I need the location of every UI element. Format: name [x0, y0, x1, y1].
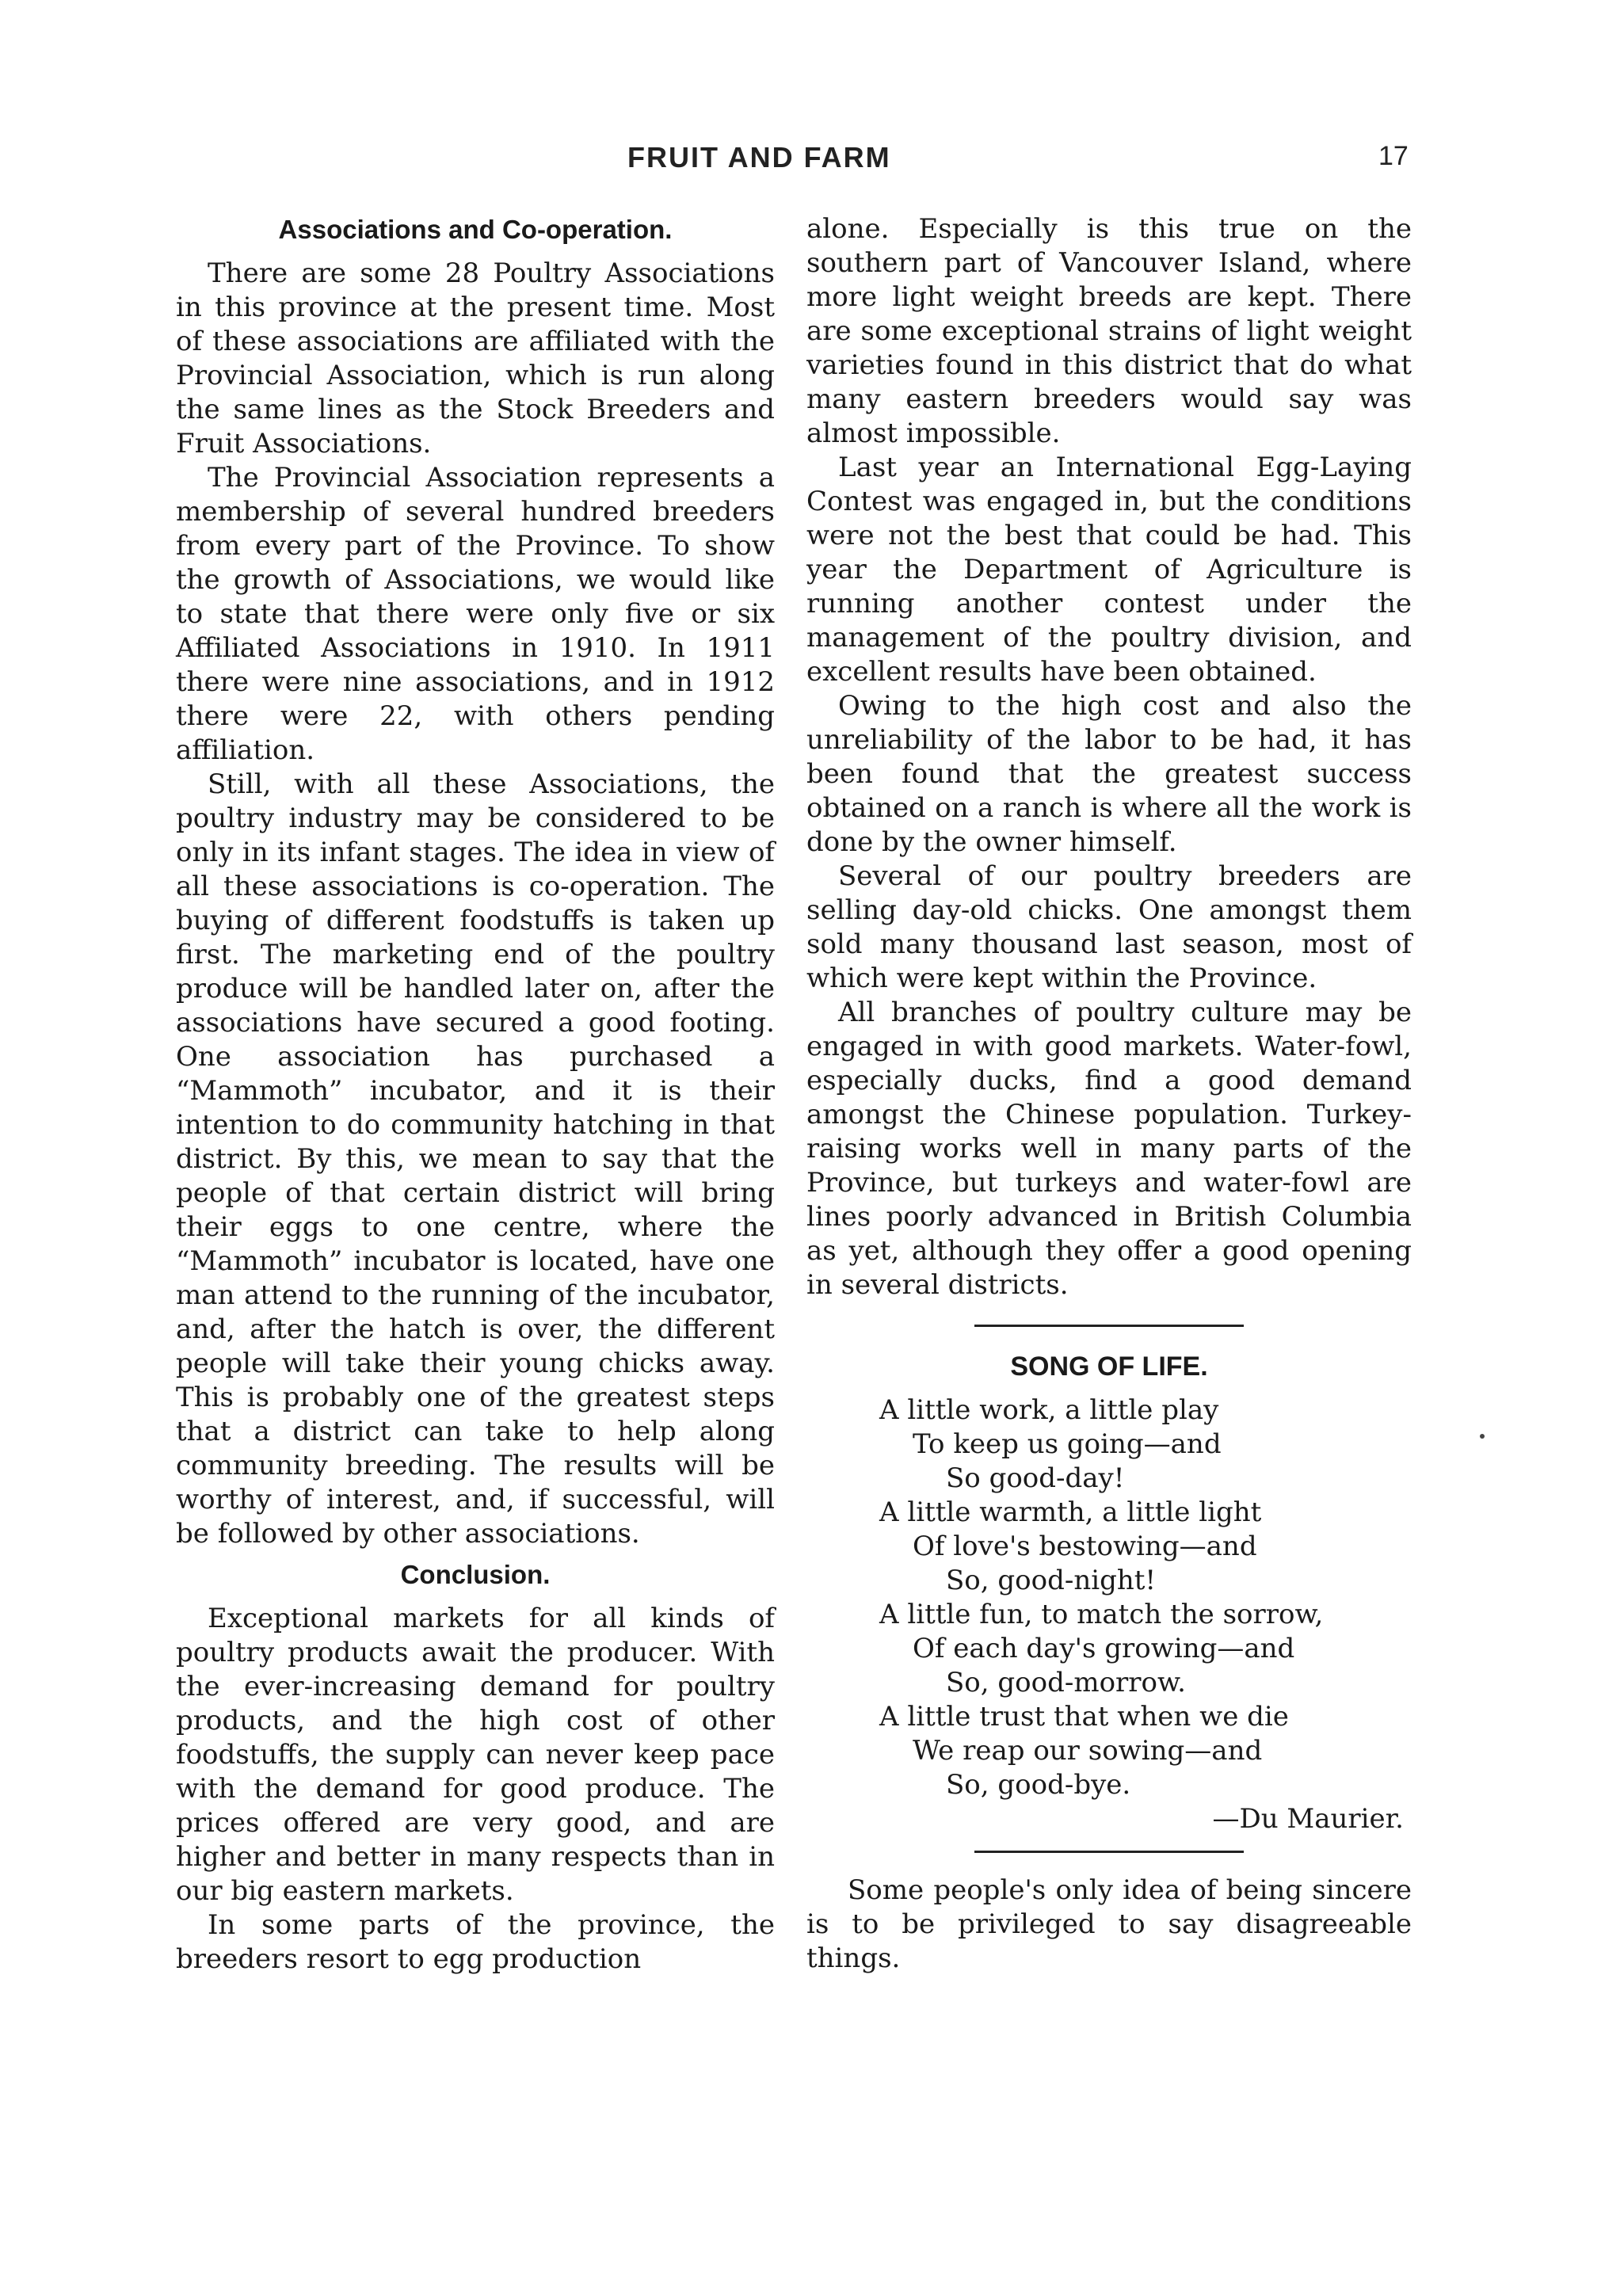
- running-head: [0, 141, 1624, 181]
- page-number: 17: [1378, 141, 1409, 171]
- poem-line: A little work, a little play: [879, 1394, 1219, 1426]
- divider-rule: [974, 1851, 1244, 1853]
- paragraph: In some parts of the province, the breeders resort to egg production: [176, 1909, 775, 1975]
- paragraph: There are some 28 Poultry Associations in this province at the present time. Most of these associations are affiliated with the Provincial Association, which is run along the same lines as the Stock Breeders and Fruit Associations.: [176, 257, 775, 459]
- poem-line: We reap our sowing—and: [913, 1735, 1263, 1767]
- poem-attribution: —Du Maurier.: [1212, 1803, 1404, 1835]
- left-column: [176, 212, 775, 1977]
- poem-title: SONG OF LIFE.: [1010, 1351, 1208, 1382]
- paragraph: Still, with all these Associations, the poultry industry may be considered to be only in its infant stages. The idea in view of all these associations is co-operation. The buying of different foodstuffs is taken up first. The marketing end of the poultry produce will be handled later on, after the associations have secured a good footing. One association has purchased a “Mammoth” incubator, and it is their intention to do community hatching in that district. By this, we mean to say that the people of that certain district will bring their eggs to one centre, where the “Mammoth” incubator is located, have one man attend to the running of the incubator, and, after the hatch is over, the different people will take their young chicks away. This is probably one of the greatest steps that a district can take to help along community breeding. The results will be worthy of interest, and, if successful, will be followed by other associations.: [176, 768, 775, 1550]
- right-column: [806, 212, 1412, 1976]
- poem-line: So good-day!: [946, 1462, 1125, 1494]
- print-speck-icon: [1480, 1434, 1485, 1439]
- poem-line: A little fun, to match the sorrow,: [879, 1599, 1324, 1630]
- poem-line: Of each day's growing—and: [913, 1633, 1295, 1664]
- section-heading-associations: Associations and Co-operation.: [278, 215, 673, 244]
- paragraph: The Provincial Association represents a membership of several hundred breeders from every part of the Province. To show the growth of Associations, we would like to state that there were only five or six Affiliated Associations in 1910. In 1911 there were nine associations, and in 1912 there were 22, with others pending affiliation.: [176, 462, 775, 766]
- poem-line: A little warmth, a little light: [879, 1496, 1262, 1528]
- paragraph: Owing to the high cost and also the unreliability of the labor to be had, it has been found that the greatest success obtained on a ranch is where all the work is done by the owner himself.: [806, 690, 1412, 858]
- poem-line: To keep us going—and: [913, 1428, 1222, 1460]
- closing-remark: [806, 1874, 1412, 1976]
- divider-rule: [974, 1325, 1244, 1327]
- poem-line: So, good-morrow.: [946, 1667, 1186, 1698]
- paragraph: Last year an International Egg-Laying Contest was engaged in, but the conditions were not the best that could be had. This year the Department of Agriculture is running another contest under the management of the poultry division, and excellent results have been obtained.: [806, 452, 1412, 688]
- poem-line: So, good-night!: [946, 1565, 1157, 1596]
- paragraph: All branches of poultry culture may be engaged in with good markets. Water-fowl, especially ducks, find a good demand amongst the Chinese population. Turkey-raising works well in many parts of the Province, but turkeys and water-fowl are lines poorly advanced in British Columbia as yet, although they offer a good opening in several districts.: [806, 997, 1412, 1301]
- paragraph: Exceptional markets for all kinds of poultry products await the producer. With the ever-increasing demand for poultry products, and the high cost of other foodstuffs, the supply can never keep pace with the demand for good produce. The prices offered are very good, and are higher and better in many respects than in our big eastern markets.: [176, 1603, 775, 1907]
- paragraph: Some people's only idea of being sincere is to be privileged to say disagreeable things.: [806, 1874, 1412, 1974]
- section-heading-conclusion: Conclusion.: [400, 1560, 551, 1589]
- paragraph-continuation: alone. Especially is this true on the southern part of Vancouver Island, where more light weight breeds are kept. There are some exceptional strains of light weight varieties found in this district that do what many eastern breeders would say was almost impossible.: [806, 213, 1412, 449]
- poem-line: So, good-bye.: [946, 1769, 1131, 1801]
- running-title: FRUIT AND FARM: [627, 141, 891, 173]
- poem-line: A little trust that when we die: [879, 1701, 1289, 1733]
- poem-line: Of love's bestowing—and: [913, 1531, 1257, 1562]
- paragraph: Several of our poultry breeders are selling day-old chicks. One amongst them sold many thousand last season, most of which were kept within the Province.: [806, 860, 1412, 994]
- poem: [806, 1393, 1412, 1836]
